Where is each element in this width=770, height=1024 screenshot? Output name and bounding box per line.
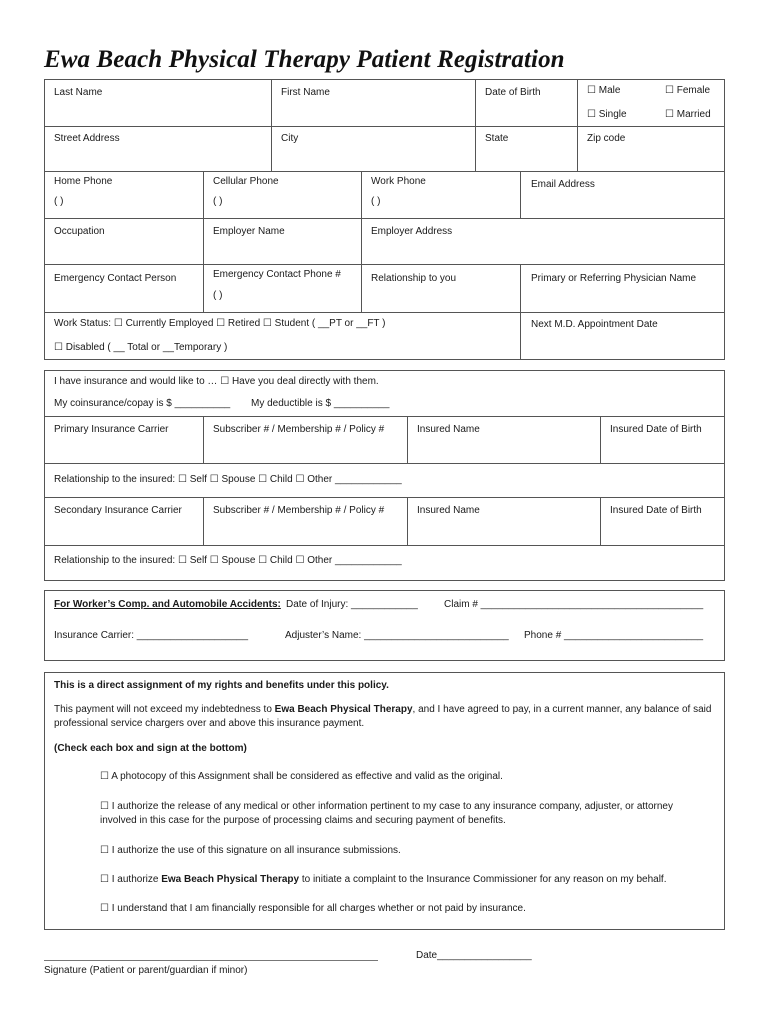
row-divider <box>44 218 725 219</box>
assignment-paragraph-pre: This payment will not exceed my indebtedness to <box>54 704 275 715</box>
row-divider <box>44 264 725 265</box>
col-divider <box>203 497 204 545</box>
assignment-item-complaint[interactable] <box>100 874 666 886</box>
employer-name-field[interactable]: Employer Name <box>213 226 285 237</box>
assignment-item-release[interactable]: ☐ I authorize the release of any medical or other information pertinent to my case to any insurance company, adjuster, or attorney involved in this case for the purpose of processing claims and securing payment of benefits. <box>100 801 673 826</box>
female-checkbox[interactable]: ☐ Female <box>665 85 711 96</box>
zip-code-field[interactable]: Zip code <box>587 133 626 144</box>
dob-field[interactable]: Date of Birth <box>485 87 541 98</box>
row-divider <box>44 126 725 127</box>
workers-comp-heading: For Worker’s Comp. and Automobile Accidents: <box>54 599 281 610</box>
col-divider <box>407 416 408 463</box>
cell-phone-paren: ( ) <box>213 196 223 207</box>
check-instruction: (Check each box and sign at the bottom) <box>54 743 247 754</box>
secondary-relationship-options[interactable]: Relationship to the insured: ☐ Self ☐ Spouse ☐ Child ☐ Other ____________ <box>54 555 402 566</box>
col-divider <box>600 416 601 463</box>
row-divider <box>44 463 725 464</box>
signature-line[interactable] <box>44 960 378 961</box>
col-divider <box>475 79 476 171</box>
assignment-item-signature-use[interactable]: ☐ I authorize the use of this signature on all insurance submissions. <box>100 845 401 856</box>
primary-subscriber-field[interactable]: Subscriber # / Membership # / Policy # <box>213 424 385 435</box>
secondary-insured-name-field[interactable]: Insured Name <box>417 505 480 516</box>
row-divider <box>44 416 725 417</box>
occupation-field[interactable]: Occupation <box>54 226 105 237</box>
emergency-contact-field[interactable]: Emergency Contact Person <box>54 273 177 284</box>
assignment-heading: This is a direct assignment of my rights and benefits under this policy. <box>54 680 389 691</box>
work-phone-field[interactable]: Work Phone <box>371 176 426 187</box>
assignment-paragraph-bold: Ewa Beach Physical Therapy <box>274 704 413 715</box>
work-status-options[interactable]: Work Status: ☐ Currently Employed ☐ Retired ☐ Student ( __PT or __FT ) <box>54 318 386 329</box>
primary-insured-name-field[interactable]: Insured Name <box>417 424 480 435</box>
employer-address-field[interactable]: Employer Address <box>371 226 453 237</box>
assignment-paragraph <box>54 703 714 731</box>
item4-post: to initiate a complaint to the Insurance Commissioner for any reason on my behalf. <box>299 874 667 885</box>
emergency-phone-field[interactable]: Emergency Contact Phone # <box>213 269 341 280</box>
last-name-field[interactable]: Last Name <box>54 87 103 98</box>
primary-carrier-field[interactable]: Primary Insurance Carrier <box>54 424 169 435</box>
disabled-option[interactable]: ☐ Disabled ( __ Total or __Temporary ) <box>54 342 228 353</box>
email-field[interactable]: Email Address <box>531 179 595 190</box>
next-appointment-field[interactable]: Next M.D. Appointment Date <box>531 319 658 330</box>
insurance-intro[interactable]: I have insurance and would like to … ☐ Have you deal directly with them. <box>54 376 379 387</box>
copay-field[interactable]: My coinsurance/copay is $ __________ <box>54 398 231 409</box>
col-divider <box>577 79 578 171</box>
col-divider <box>271 79 272 171</box>
col-divider <box>520 171 521 218</box>
col-divider <box>203 171 204 312</box>
row-divider <box>44 545 725 546</box>
home-phone-paren: ( ) <box>54 196 64 207</box>
emergency-phone-paren: ( ) <box>213 290 223 301</box>
col-divider <box>520 264 521 360</box>
single-checkbox[interactable]: ☐ Single <box>587 109 627 120</box>
adjuster-name-field[interactable]: Adjuster’s Name: __________________________ <box>285 630 509 641</box>
deductible-field[interactable]: My deductible is $ __________ <box>251 398 390 409</box>
signature-date-field[interactable]: Date_________________ <box>416 950 532 961</box>
signature-label: Signature (Patient or parent/guardian if minor) <box>44 965 248 976</box>
secondary-insured-dob-field[interactable]: Insured Date of Birth <box>610 505 702 516</box>
physician-field[interactable]: Primary or Referring Physician Name <box>531 273 697 284</box>
married-checkbox[interactable]: ☐ Married <box>665 109 711 120</box>
secondary-subscriber-field[interactable]: Subscriber # / Membership # / Policy # <box>213 505 385 516</box>
col-divider <box>361 171 362 312</box>
item4-bold: Ewa Beach Physical Therapy <box>161 874 300 885</box>
relationship-field[interactable]: Relationship to you <box>371 273 457 284</box>
assignment-item-photocopy[interactable]: ☐ A photocopy of this Assignment shall be considered as effective and valid as the original. <box>100 771 503 782</box>
state-field[interactable]: State <box>485 133 509 144</box>
row-divider <box>44 312 725 313</box>
work-phone-paren: ( ) <box>371 196 381 207</box>
claim-number-field[interactable]: Claim # ________________________________________ <box>444 599 704 610</box>
row-divider <box>44 497 725 498</box>
item4-pre: ☐ I authorize <box>100 874 162 885</box>
row-divider <box>44 171 725 172</box>
male-checkbox[interactable]: ☐ Male <box>587 85 621 96</box>
page-title: Ewa Beach Physical Therapy Patient Registration <box>44 46 565 73</box>
date-of-injury-field[interactable]: Date of Injury: ____________ <box>286 599 418 610</box>
first-name-field[interactable]: First Name <box>281 87 330 98</box>
street-address-field[interactable]: Street Address <box>54 133 120 144</box>
adjuster-phone-field[interactable]: Phone # _________________________ <box>524 630 704 641</box>
cell-phone-field[interactable]: Cellular Phone <box>213 176 279 187</box>
primary-insured-dob-field[interactable]: Insured Date of Birth <box>610 424 702 435</box>
insurance-carrier-field[interactable]: Insurance Carrier: ____________________ <box>54 630 249 641</box>
assignment-paragraph-post: , and I have agreed to pay, in a current manner, any balance of said professional service chargers over and above this insurance payment. <box>54 704 712 729</box>
secondary-carrier-field[interactable]: Secondary Insurance Carrier <box>54 505 182 516</box>
home-phone-field[interactable]: Home Phone <box>54 176 113 187</box>
city-field[interactable]: City <box>281 133 299 144</box>
col-divider <box>600 497 601 545</box>
col-divider <box>407 497 408 545</box>
col-divider <box>203 416 204 463</box>
assignment-item-financial[interactable]: ☐ I understand that I am financially responsible for all charges whether or not paid by insurance. <box>100 903 526 914</box>
primary-relationship-options[interactable]: Relationship to the insured: ☐ Self ☐ Spouse ☐ Child ☐ Other ____________ <box>54 474 402 485</box>
